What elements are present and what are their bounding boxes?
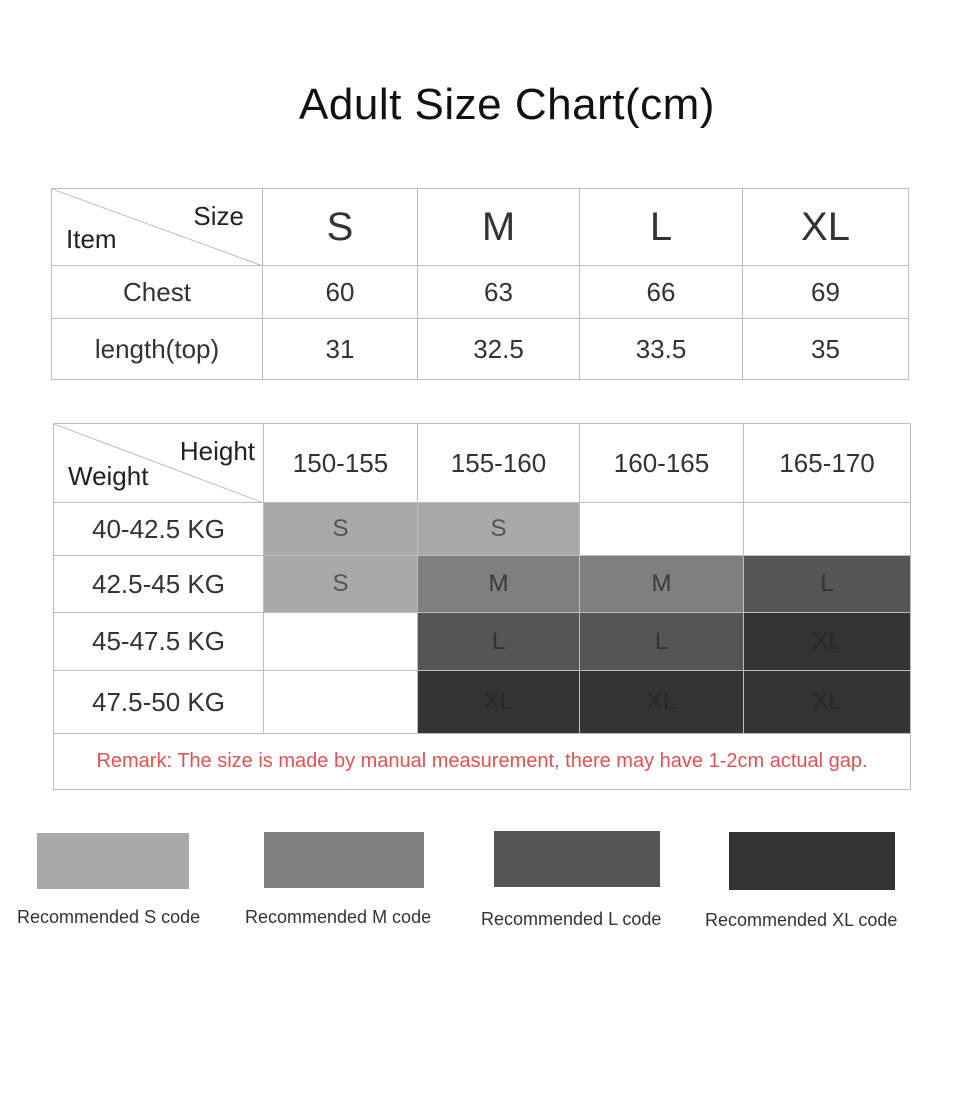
corner-size-label: Size [193, 201, 244, 231]
legend-swatch-xl [729, 832, 895, 890]
size-header-xl: XL [743, 189, 909, 266]
height-header-160-165: 160-165 [580, 424, 744, 503]
size-cell: S [264, 503, 418, 556]
page-title: Adult Size Chart(cm) [299, 80, 715, 129]
corner-item-label: Item [66, 224, 117, 254]
table-cell: 32.5 [418, 319, 580, 380]
size-cell: XL [744, 671, 911, 734]
height-header-165-170: 165-170 [744, 424, 911, 503]
table-cell: 31 [263, 319, 418, 380]
table-row [54, 556, 911, 613]
size-cell: L [744, 556, 911, 613]
row-label-length: length(top) [52, 319, 263, 380]
legend-swatch-m [264, 832, 424, 888]
weight-table-corner-header [54, 424, 264, 503]
size-cell [580, 503, 744, 556]
legend-label-xl: Recommended XL code [705, 910, 898, 930]
legend-label-l: Recommended L code [481, 909, 662, 929]
table-cell: 63 [418, 266, 580, 319]
table-cell: 33.5 [580, 319, 743, 380]
corner-weight-label: Weight [68, 461, 149, 491]
size-cell [264, 613, 418, 671]
legend-swatch-s [37, 833, 189, 889]
height-header-150-155: 150-155 [264, 424, 418, 503]
size-header-s: S [263, 189, 418, 266]
size-cell [744, 503, 911, 556]
weight-label: 47.5-50 KG [54, 671, 264, 734]
row-label-chest: Chest [52, 266, 263, 319]
size-cell: M [580, 556, 744, 613]
table-row [52, 266, 909, 319]
remark-note: Remark: The size is made by manual measurement, there may have 1-2cm actual gap. [54, 734, 911, 790]
size-cell: XL [418, 671, 580, 734]
corner-height-label: Height [179, 436, 255, 466]
legend-label-s: Recommended S code [17, 907, 201, 927]
weight-label: 40-42.5 KG [54, 503, 264, 556]
size-cell: L [418, 613, 580, 671]
table-row [52, 319, 909, 380]
legend-label-m: Recommended M code [245, 907, 432, 927]
table-row [54, 613, 911, 671]
size-header-m: M [418, 189, 580, 266]
table-cell: 35 [743, 319, 909, 380]
table-row [54, 503, 911, 556]
size-measurement-table [51, 188, 909, 380]
size-cell: S [418, 503, 580, 556]
size-header-l: L [580, 189, 743, 266]
size-cell [264, 671, 418, 734]
weight-label: 45-47.5 KG [54, 613, 264, 671]
size-cell: M [418, 556, 580, 613]
weight-height-table [53, 423, 911, 790]
table-cell: 60 [263, 266, 418, 319]
size-table-corner-header [52, 189, 263, 266]
table-cell: 69 [743, 266, 909, 319]
height-header-155-160: 155-160 [418, 424, 580, 503]
weight-label: 42.5-45 KG [54, 556, 264, 613]
table-row [54, 671, 911, 734]
legend-swatch-l [494, 831, 660, 887]
size-cell: S [264, 556, 418, 613]
size-cell: XL [744, 613, 911, 671]
size-cell: XL [580, 671, 744, 734]
table-cell: 66 [580, 266, 743, 319]
size-cell: L [580, 613, 744, 671]
